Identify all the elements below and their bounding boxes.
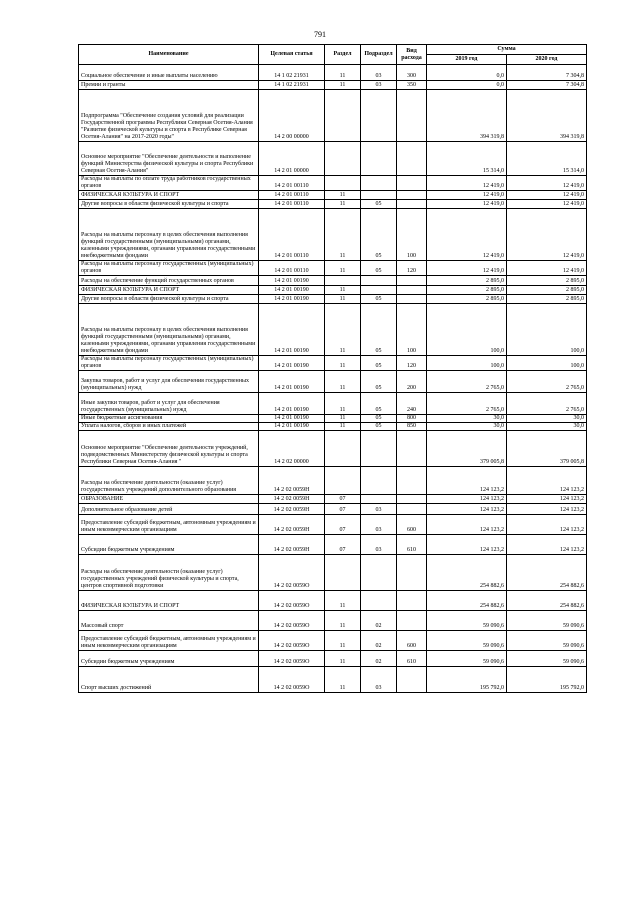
row-name: Предоставление субсидий бюджетным, автономным учреждениям и иным некоммерческим организациям: [79, 631, 259, 651]
row-sum-2019: 254 882,6: [427, 591, 507, 611]
header-year-2020: 2020 год: [507, 55, 587, 65]
row-expense-type: [397, 276, 427, 286]
row-target-article: 14 2 01 00190: [259, 393, 325, 415]
row-subsection: 03: [361, 65, 397, 81]
row-subsection: [361, 431, 397, 467]
row-section: 11: [325, 393, 361, 415]
row-target-article: 14 2 00 00000: [259, 90, 325, 142]
row-expense-type: [397, 286, 427, 295]
row-expense-type: [397, 191, 427, 200]
table-row: [79, 631, 587, 651]
row-expense-type: [397, 667, 427, 693]
row-section: 11: [325, 591, 361, 611]
row-expense-type: [397, 142, 427, 176]
row-section: 11: [325, 200, 361, 209]
row-sum-2020: 12 419,0: [507, 200, 587, 209]
table-row: [79, 393, 587, 415]
table-row: [79, 276, 587, 286]
row-sum-2019: 124 123,2: [427, 467, 507, 495]
table-row: [79, 423, 587, 431]
row-sum-2019: 2 765,0: [427, 393, 507, 415]
row-name: Подпрограмма "Обеспечение создания условий для реализации Государственной программы Республики Северная Осетия-Алания "Развитие физической культуры и спорта в Республике Северная Осетия-Алания" на 2017-2020 годы": [79, 90, 259, 142]
row-name: Дополнительное образование детей: [79, 504, 259, 515]
row-sum-2020: 254 882,6: [507, 591, 587, 611]
header-target: Целевая статья: [259, 45, 325, 65]
row-name: Уплата налогов, сборов и иных платежей: [79, 423, 259, 431]
row-subsection: [361, 90, 397, 142]
row-sum-2019: 254 882,6: [427, 555, 507, 591]
row-name: ОБРАЗОВАНИЕ: [79, 495, 259, 504]
row-subsection: [361, 555, 397, 591]
table-row: [79, 504, 587, 515]
row-sum-2020: 124 123,2: [507, 467, 587, 495]
row-section: [325, 467, 361, 495]
row-target-article: 14 1 02 21931: [259, 65, 325, 81]
row-subsection: 05: [361, 304, 397, 356]
row-subsection: 05: [361, 356, 397, 371]
row-sum-2020: 59 090,6: [507, 651, 587, 667]
row-subsection: 03: [361, 504, 397, 515]
row-name: Субсидии бюджетным учреждениям: [79, 535, 259, 555]
row-sum-2019: 12 419,0: [427, 191, 507, 200]
row-target-article: 14 2 02 0059О: [259, 651, 325, 667]
row-target-article: 14 2 01 00110: [259, 176, 325, 191]
budget-table: [78, 44, 587, 693]
row-name: Спорт высших достижений: [79, 667, 259, 693]
row-sum-2020: 12 419,0: [507, 261, 587, 276]
row-expense-type: [397, 504, 427, 515]
row-name: Субсидии бюджетным учреждениям: [79, 651, 259, 667]
row-sum-2020: 30,0: [507, 415, 587, 423]
row-sum-2020: 394 319,8: [507, 90, 587, 142]
row-expense-type: 120: [397, 261, 427, 276]
row-name: Иные бюджетные ассигнования: [79, 415, 259, 423]
row-sum-2019: 12 419,0: [427, 200, 507, 209]
row-sum-2019: 12 419,0: [427, 176, 507, 191]
row-sum-2020: 2 895,0: [507, 286, 587, 295]
row-sum-2020: 124 123,2: [507, 535, 587, 555]
row-section: 11: [325, 81, 361, 90]
row-name: Расходы на выплаты по оплате труда работников государственных органов: [79, 176, 259, 191]
row-expense-type: 610: [397, 651, 427, 667]
table-row: [79, 371, 587, 393]
row-subsection: 05: [361, 209, 397, 261]
row-subsection: [361, 276, 397, 286]
row-name: Расходы на обеспечение деятельности (оказание услуг) государственных учреждений дополнительного образования: [79, 467, 259, 495]
row-sum-2020: 7 304,8: [507, 81, 587, 90]
row-target-article: 14 2 02 0059О: [259, 611, 325, 631]
row-section: [325, 142, 361, 176]
table-row: [79, 142, 587, 176]
table-row: [79, 304, 587, 356]
row-sum-2019: 100,0: [427, 356, 507, 371]
row-name: Предоставление субсидий бюджетным, автономным учреждениям и иным некоммерческим организациям: [79, 515, 259, 535]
row-subsection: [361, 495, 397, 504]
row-expense-type: 850: [397, 423, 427, 431]
row-name: ФИЗИЧЕСКАЯ КУЛЬТУРА И СПОРТ: [79, 591, 259, 611]
row-target-article: 14 2 02 0059О: [259, 591, 325, 611]
row-section: [325, 176, 361, 191]
row-subsection: 05: [361, 415, 397, 423]
row-expense-type: [397, 467, 427, 495]
row-expense-type: 600: [397, 631, 427, 651]
table-row: [79, 591, 587, 611]
table-row: [79, 200, 587, 209]
row-target-article: 14 2 01 00190: [259, 295, 325, 304]
row-expense-type: 100: [397, 304, 427, 356]
row-sum-2020: 12 419,0: [507, 209, 587, 261]
row-name: Массовый спорт: [79, 611, 259, 631]
row-sum-2020: 124 123,2: [507, 504, 587, 515]
row-section: 11: [325, 295, 361, 304]
row-section: 07: [325, 504, 361, 515]
row-name: Основное мероприятие "Обеспечение деятельности и выполнение функций Министерства физической культуры и спорта Республики Северная Осетия-Алания": [79, 142, 259, 176]
row-expense-type: [397, 555, 427, 591]
row-expense-type: 100: [397, 209, 427, 261]
header-subsection: Подраздел: [361, 45, 397, 65]
row-section: 11: [325, 651, 361, 667]
row-target-article: 14 2 01 00190: [259, 415, 325, 423]
row-subsection: 02: [361, 651, 397, 667]
row-target-article: 14 2 01 00110: [259, 209, 325, 261]
row-section: [325, 431, 361, 467]
row-target-article: 14 2 02 0059Н: [259, 467, 325, 495]
row-sum-2019: 59 090,6: [427, 651, 507, 667]
row-name: Социальное обеспечение и иные выплаты населению: [79, 65, 259, 81]
row-name: Другие вопросы в области физической культуры и спорта: [79, 295, 259, 304]
table-row: [79, 356, 587, 371]
row-sum-2019: 12 419,0: [427, 209, 507, 261]
row-subsection: [361, 176, 397, 191]
row-expense-type: 600: [397, 515, 427, 535]
row-sum-2020: 124 123,2: [507, 495, 587, 504]
row-target-article: 14 2 02 0059Н: [259, 535, 325, 555]
row-sum-2020: 7 304,8: [507, 65, 587, 81]
table-body: [79, 65, 587, 693]
row-expense-type: 300: [397, 65, 427, 81]
row-expense-type: [397, 431, 427, 467]
row-section: 11: [325, 286, 361, 295]
table-row: [79, 90, 587, 142]
row-section: 07: [325, 495, 361, 504]
row-sum-2019: 59 090,6: [427, 631, 507, 651]
row-sum-2020: 2 765,0: [507, 393, 587, 415]
row-target-article: 14 2 02 0059Н: [259, 515, 325, 535]
header-sum: Сумма: [427, 45, 587, 55]
table-row: [79, 431, 587, 467]
row-subsection: 05: [361, 423, 397, 431]
row-target-article: 14 2 01 00190: [259, 304, 325, 356]
row-section: 11: [325, 667, 361, 693]
row-sum-2019: 0,0: [427, 81, 507, 90]
row-subsection: [361, 142, 397, 176]
row-sum-2019: 2 895,0: [427, 276, 507, 286]
row-name: Расходы на выплаты персоналу государственных (муниципальных) органов: [79, 261, 259, 276]
row-expense-type: [397, 176, 427, 191]
row-expense-type: 800: [397, 415, 427, 423]
row-sum-2019: 30,0: [427, 423, 507, 431]
row-sum-2019: 195 792,0: [427, 667, 507, 693]
row-name: Расходы на выплаты персоналу государственных (муниципальных) органов: [79, 356, 259, 371]
row-section: 11: [325, 371, 361, 393]
row-section: 11: [325, 65, 361, 81]
row-sum-2019: 0,0: [427, 65, 507, 81]
row-sum-2020: 15 314,0: [507, 142, 587, 176]
row-sum-2020: 12 419,0: [507, 191, 587, 200]
row-sum-2019: 394 319,8: [427, 90, 507, 142]
row-subsection: [361, 286, 397, 295]
row-sum-2020: 124 123,2: [507, 515, 587, 535]
row-sum-2019: 2 895,0: [427, 295, 507, 304]
table-row: [79, 295, 587, 304]
row-section: 11: [325, 261, 361, 276]
page-number: 791: [314, 30, 326, 39]
row-subsection: 03: [361, 535, 397, 555]
table-row: [79, 667, 587, 693]
row-target-article: 14 2 01 00110: [259, 191, 325, 200]
row-section: [325, 555, 361, 591]
row-subsection: [361, 467, 397, 495]
table-row: [79, 209, 587, 261]
table-row: [79, 467, 587, 495]
row-sum-2019: 2 895,0: [427, 286, 507, 295]
row-sum-2020: 12 419,0: [507, 176, 587, 191]
row-target-article: 14 2 02 0059О: [259, 555, 325, 591]
row-subsection: 05: [361, 371, 397, 393]
row-section: 11: [325, 415, 361, 423]
row-section: 11: [325, 304, 361, 356]
table-row: [79, 286, 587, 295]
row-expense-type: [397, 591, 427, 611]
table-row: [79, 191, 587, 200]
row-subsection: 05: [361, 295, 397, 304]
table-row: [79, 81, 587, 90]
row-target-article: 14 2 02 0059Н: [259, 495, 325, 504]
row-section: 11: [325, 209, 361, 261]
row-sum-2020: 379 005,8: [507, 431, 587, 467]
row-name: Расходы на обеспечение деятельности (оказание услуг) государственных учреждений физической культуры и спорта, центров спортивной подготовки: [79, 555, 259, 591]
row-subsection: 05: [361, 393, 397, 415]
row-section: 11: [325, 356, 361, 371]
header-year-2019: 2019 год: [427, 55, 507, 65]
row-sum-2020: 254 882,6: [507, 555, 587, 591]
row-sum-2019: 124 123,2: [427, 504, 507, 515]
table-row: [79, 495, 587, 504]
row-section: 11: [325, 423, 361, 431]
table-row: [79, 65, 587, 81]
table-row: [79, 611, 587, 631]
row-expense-type: [397, 495, 427, 504]
row-section: 11: [325, 191, 361, 200]
row-name: Премии и гранты: [79, 81, 259, 90]
row-name: Закупка товаров, работ и услуг для обеспечения государственных (муниципальных) нужд: [79, 371, 259, 393]
row-expense-type: [397, 200, 427, 209]
row-name: Расходы на выплаты персоналу в целях обеспечения выполнения функций государственными (муниципальными) органами, казенными учреждениями, органами управления государственными внебюджетными фондами: [79, 209, 259, 261]
row-sum-2019: 379 005,8: [427, 431, 507, 467]
row-target-article: 14 2 02 0059Н: [259, 504, 325, 515]
table-row: [79, 415, 587, 423]
row-subsection: 02: [361, 631, 397, 651]
row-expense-type: 350: [397, 81, 427, 90]
row-subsection: 03: [361, 667, 397, 693]
row-expense-type: 240: [397, 393, 427, 415]
row-sum-2020: 59 090,6: [507, 631, 587, 651]
header-expense-type: Вид расхода: [397, 45, 427, 65]
row-expense-type: [397, 295, 427, 304]
row-expense-type: 610: [397, 535, 427, 555]
row-name: ФИЗИЧЕСКАЯ КУЛЬТУРА И СПОРТ: [79, 286, 259, 295]
row-sum-2019: 124 123,2: [427, 535, 507, 555]
row-target-article: 14 2 01 00190: [259, 423, 325, 431]
row-target-article: 14 2 01 00190: [259, 371, 325, 393]
row-target-article: 14 2 01 00190: [259, 276, 325, 286]
row-expense-type: [397, 90, 427, 142]
row-sum-2020: 100,0: [507, 304, 587, 356]
row-sum-2019: 100,0: [427, 304, 507, 356]
row-sum-2020: 30,0: [507, 423, 587, 431]
row-sum-2020: 2 895,0: [507, 295, 587, 304]
row-expense-type: [397, 611, 427, 631]
table-row: [79, 176, 587, 191]
row-sum-2020: 195 792,0: [507, 667, 587, 693]
row-name: Расходы на выплаты персоналу в целях обеспечения выполнения функций государственными (муниципальными) органами, казенными учреждениями, органами управления государственными внебюджетными фондами: [79, 304, 259, 356]
row-sum-2019: 30,0: [427, 415, 507, 423]
row-target-article: 14 2 01 00110: [259, 261, 325, 276]
row-section: [325, 90, 361, 142]
row-sum-2019: 124 123,2: [427, 495, 507, 504]
row-target-article: 14 1 02 21931: [259, 81, 325, 90]
row-section: 07: [325, 535, 361, 555]
row-section: [325, 276, 361, 286]
row-sum-2019: 2 765,0: [427, 371, 507, 393]
table-row: [79, 651, 587, 667]
row-name: Другие вопросы в области физической культуры и спорта: [79, 200, 259, 209]
row-subsection: [361, 191, 397, 200]
row-expense-type: 120: [397, 356, 427, 371]
row-target-article: 14 2 02 00000: [259, 431, 325, 467]
row-target-article: 14 2 01 00000: [259, 142, 325, 176]
row-sum-2019: 15 314,0: [427, 142, 507, 176]
table-row: [79, 555, 587, 591]
row-target-article: 14 2 02 0059О: [259, 667, 325, 693]
row-sum-2019: 12 419,0: [427, 261, 507, 276]
row-name: ФИЗИЧЕСКАЯ КУЛЬТУРА И СПОРТ: [79, 191, 259, 200]
row-target-article: 14 2 01 00190: [259, 286, 325, 295]
row-target-article: 14 2 01 00110: [259, 200, 325, 209]
row-name: Расходы на обеспечение функций государственных органов: [79, 276, 259, 286]
row-sum-2020: 2 765,0: [507, 371, 587, 393]
row-sum-2020: 59 090,6: [507, 611, 587, 631]
row-section: 11: [325, 611, 361, 631]
row-subsection: 05: [361, 200, 397, 209]
row-name: Иные закупки товаров, работ и услуг для обеспечения государственных (муниципальных) нужд: [79, 393, 259, 415]
row-section: 07: [325, 515, 361, 535]
row-subsection: 02: [361, 611, 397, 631]
header-section: Раздел: [325, 45, 361, 65]
row-expense-type: 200: [397, 371, 427, 393]
row-target-article: 14 2 02 0059О: [259, 631, 325, 651]
row-sum-2020: 2 895,0: [507, 276, 587, 286]
row-target-article: 14 2 01 00190: [259, 356, 325, 371]
table-row: [79, 535, 587, 555]
table-row: [79, 515, 587, 535]
row-sum-2020: 100,0: [507, 356, 587, 371]
header-name: Наименование: [79, 45, 259, 65]
row-subsection: 05: [361, 261, 397, 276]
row-subsection: [361, 591, 397, 611]
row-section: 11: [325, 631, 361, 651]
table-row: [79, 261, 587, 276]
row-subsection: 03: [361, 81, 397, 90]
row-sum-2019: 124 123,2: [427, 515, 507, 535]
row-sum-2019: 59 090,6: [427, 611, 507, 631]
row-subsection: 03: [361, 515, 397, 535]
row-name: Основное мероприятие "Обеспечение деятельности учреждений, подведомственных Министерству физической культуры и спорта Республики Северная Осетия-Алания ": [79, 431, 259, 467]
